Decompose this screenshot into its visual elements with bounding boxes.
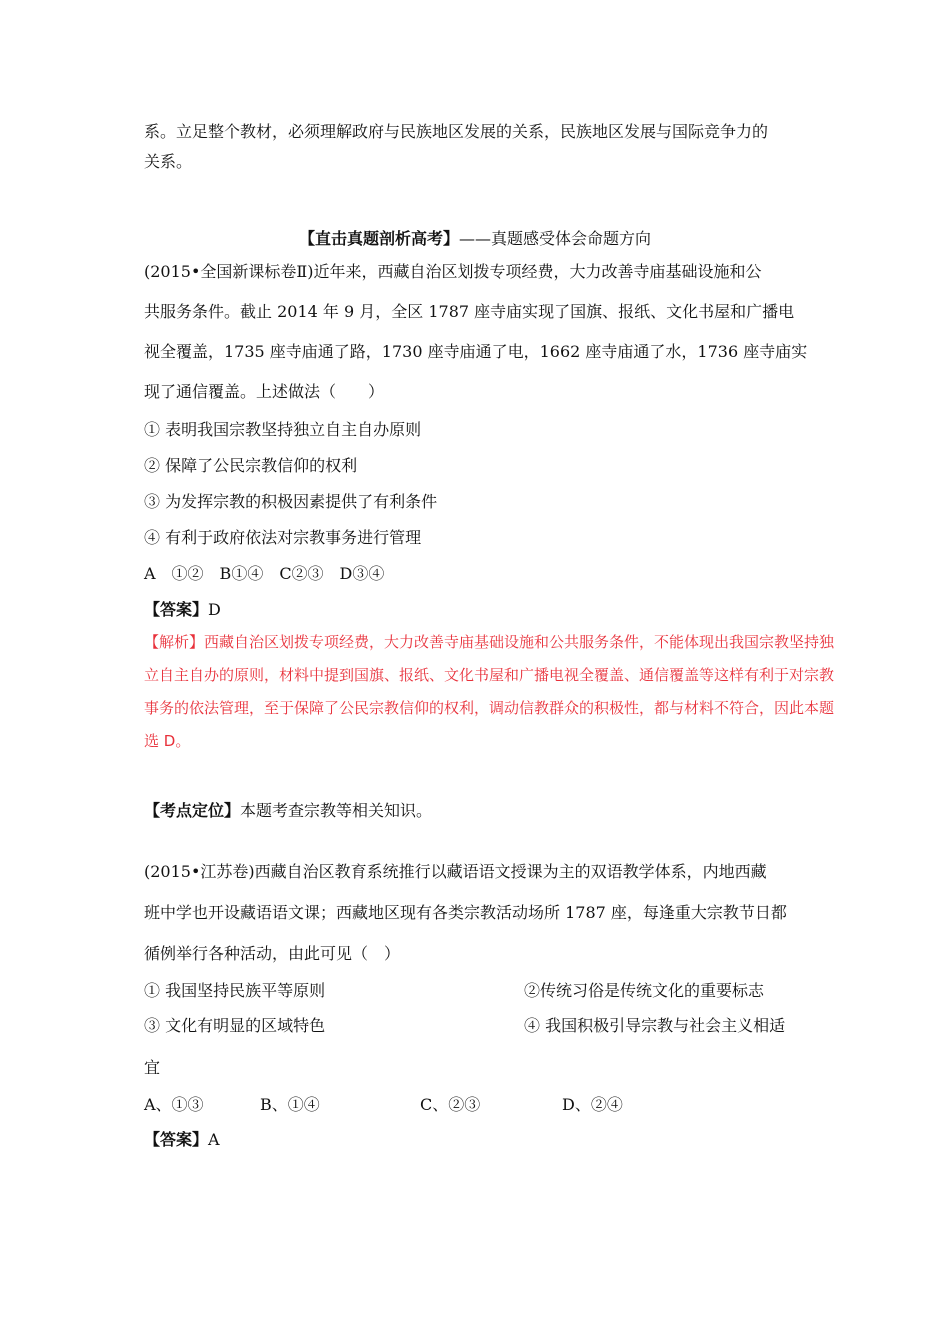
q1-item-3: ③ 为发挥宗教的积极因素提供了有利条件 bbox=[144, 492, 438, 511]
q1-item-4: ④ 有利于政府依法对宗教事务进行管理 bbox=[144, 528, 422, 547]
q1-item-1: ① 表明我国宗教坚持独立自主自办原则 bbox=[144, 420, 422, 439]
section-title-bracket: 【直击真题剖析高考】 bbox=[298, 229, 459, 248]
q1-stem-line-1: (2015•全国新课标卷Ⅱ)近年来，西藏自治区划拨专项经费，大力改善寺庙基础设施和公 bbox=[144, 262, 762, 281]
q2-choice-d: D、②④ bbox=[562, 1095, 623, 1114]
q1-answer-value: D bbox=[208, 600, 221, 619]
q2-item-3: ③ 文化有明显的区域特色 bbox=[144, 1016, 326, 1035]
q2-stem-line-1: (2015•江苏卷)西藏自治区教育系统推行以藏语语文授课为主的双语教学体系，内地西藏 bbox=[144, 862, 767, 881]
q2-answer-label: 【答案】 bbox=[144, 1130, 209, 1149]
q1-choices: A ①② B①④ C②③ D③④ bbox=[144, 564, 385, 583]
q1-point-text: 本题考查宗教等相关知识。 bbox=[240, 801, 433, 820]
q2-item-4: ④ 我国积极引导宗教与社会主义相适 bbox=[524, 1016, 786, 1035]
q2-choice-a: A、①③ bbox=[144, 1095, 204, 1114]
q2-choice-c: C、②③ bbox=[420, 1095, 481, 1114]
q1-analysis-line-4: 选 D。 bbox=[144, 732, 191, 750]
q1-stem-line-3: 视全覆盖，1735 座寺庙通了路，1730 座寺庙通了电，1662 座寺庙通了水，1736 座寺庙实 bbox=[144, 342, 808, 361]
q2-answer bbox=[144, 1130, 220, 1150]
q1-analysis-line-2: 立自主自办的原则，材料中提到国旗、报纸、文化书屋和广播电视全覆盖、通信覆盖等这样有利于对宗教 bbox=[144, 666, 835, 684]
q2-item-4-continued: 宜 bbox=[144, 1058, 161, 1077]
q1-analysis-line-1: 【解析】西藏自治区划拨专项经费，大力改善寺庙基础设施和公共服务条件，不能体现出我国宗教坚持独 bbox=[144, 633, 835, 651]
q1-stem-line-4: 现了通信覆盖。上述做法（ ） bbox=[144, 382, 385, 401]
section-title bbox=[0, 229, 950, 249]
q1-analysis-line-3: 事务的依法管理，至于保障了公民宗教信仰的权利，调动信教群众的积极性，都与材料不符合，因此本题 bbox=[144, 699, 835, 717]
intro-line-2: 关系。 bbox=[144, 152, 193, 171]
q2-item-1: ① 我国坚持民族平等原则 bbox=[144, 981, 326, 1000]
section-title-rest: ——真题感受体会命题方向 bbox=[459, 229, 652, 248]
q2-item-2: ②传统习俗是传统文化的重要标志 bbox=[524, 981, 765, 1000]
q1-point-label: 【考点定位】 bbox=[144, 801, 241, 820]
q1-point bbox=[144, 801, 432, 821]
q2-answer-value: A bbox=[208, 1130, 220, 1149]
intro-line-1: 系。立足整个教材，必须理解政府与民族地区发展的关系，民族地区发展与国际竞争力的 bbox=[144, 122, 769, 141]
q2-stem-line-3: 循例举行各种活动，由此可见（ ） bbox=[144, 944, 401, 963]
q2-stem-line-2: 班中学也开设藏语语文课；西藏地区现有各类宗教活动场所 1787 座，每逢重大宗教节日都 bbox=[144, 903, 787, 922]
q1-stem-line-2: 共服务条件。截止 2014 年 9 月，全区 1787 座寺庙实现了国旗、报纸、文化书屋和广播电 bbox=[144, 302, 795, 321]
q1-answer-label: 【答案】 bbox=[144, 600, 209, 619]
q2-choice-b: B、①④ bbox=[260, 1095, 320, 1114]
q1-answer bbox=[144, 600, 221, 620]
q1-item-2: ② 保障了公民宗教信仰的权利 bbox=[144, 456, 358, 475]
